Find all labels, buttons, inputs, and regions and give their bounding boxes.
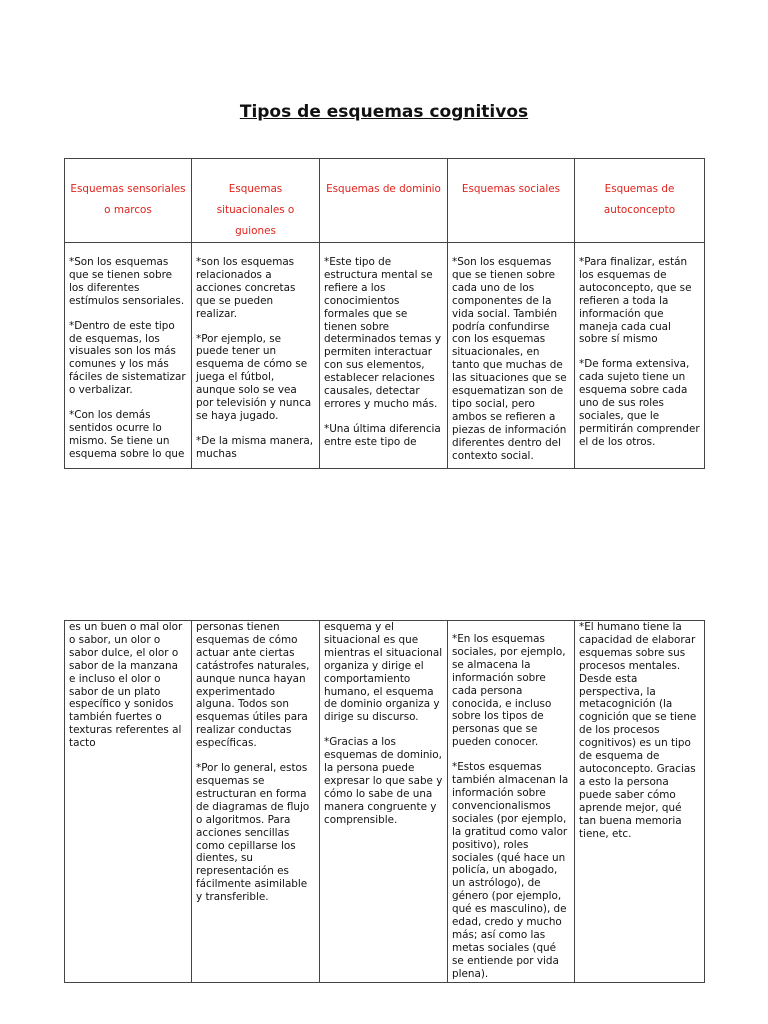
paragraph: *Para finalizar, están los esquemas de autoconcepto, que se refieren a toda la información que maneja cada cual sobre sí mismo — [579, 256, 692, 346]
cell-autoconcepto — [575, 621, 705, 983]
paragraph: *De la misma manera, muchas — [196, 434, 314, 460]
paragraph: *En los esquemas sociales, por ejemplo, se almacena la información sobre cada persona conocida, e incluso sobre los tipos de personas que se pueden conocer. — [452, 633, 566, 749]
header-sociales: Esquemas sociales — [448, 159, 575, 243]
paragraph: esquema y el situacional es que mientras el situacional organiza y dirige el comportamiento humano, el esquema de dominio organiza y dirige su discurso. — [324, 621, 443, 724]
cell-sociales — [448, 621, 575, 983]
paragraph: *Dentro de este tipo de esquemas, los visuales son los más comunes y los más fáciles de sistematizar o verbalizar. — [69, 319, 186, 397]
cell-sensoriales — [65, 621, 192, 983]
cell-dominio — [320, 243, 448, 469]
cell-situacionales — [192, 621, 320, 983]
content-row — [65, 243, 705, 469]
paragraph: *Estos esquemas también almacenan la información sobre convencionalismos sociales (por ejemplo, la gratitud como valor positivo), roles sociales (qué hace un policía, un abogado, un astrólogo), de género (por ejemplo, qué es masculino), de edad, credo y mucho más; así como las metas sociales (qué se entiende por vida plena). — [452, 761, 569, 980]
paragraph: *De forma extensiva, cada sujeto tiene un esquema sobre cada uno de sus roles sociales, que le permitirán comprender el de los otros. — [579, 358, 700, 448]
header-row — [65, 159, 705, 243]
paragraph: *Gracias a los esquemas de dominio, la persona puede expresar lo que sabe y cómo lo sabe de una manera congruente y comprensible. — [324, 736, 443, 826]
schemas-table-page2 — [64, 620, 705, 983]
header-dominio: Esquemas de dominio — [320, 159, 448, 243]
content-row — [65, 621, 705, 983]
paragraph: *Con los demás sentidos ocurre lo mismo. Se tiene un esquema sobre lo que — [69, 409, 185, 460]
cell-dominio — [320, 621, 448, 983]
paragraph: *Son los esquemas que se tienen sobre cada uno de los componentes de la vida social. También podría confundirse con los esquemas situacionales, en tanto que muchas de las situaciones que se esquematizan son de tipo social, pero ambos se refieren a piezas de información diferentes dentro del contexto social. — [452, 256, 567, 462]
paragraph: *son los esquemas relacionados a acciones concretas que se pueden realizar. — [196, 256, 296, 320]
cell-sociales — [448, 243, 575, 469]
paragraph: *Por ejemplo, se puede tener un esquema de cómo se juega el fútbol, aunque solo se vea por televisión y nunca se haya jugado. — [196, 332, 312, 422]
paragraph: es un buen o mal olor o sabor, un olor o sabor dulce, el olor o sabor de la manzana e incluso el olor o sabor de un plato específico y sonidos también fuertes o texturas referentes al tacto — [69, 621, 183, 750]
paragraph: *Son los esquemas que se tienen sobre los diferentes estímulos sensoriales. — [69, 256, 185, 307]
paragraph: *Por lo general, estos esquemas se estructuran en forma de diagramas de flujo o algoritmos. Para acciones sencillas como cepillarse los dientes, su representación es fácilmente asimilable y transferible. — [196, 762, 310, 904]
paragraph: *El humano tiene la capacidad de elaborar esquemas sobre sus procesos mentales. Desde esta perspectiva, la metacognición (la cognición que se tiene de los procesos cognitivos) es un tipo de esquema de autoconcepto. Gracias a esto la persona puede saber cómo aprende mejor, qué tan buena memoria tiene, etc. — [579, 621, 697, 840]
paragraph: *Este tipo de estructura mental se refiere a los conocimientos formales que se tienen sobre determinados temas y permiten interactuar con sus elementos, establecer relaciones causales, detectar errores y mucho más. — [324, 256, 441, 410]
paragraph: personas tienen esquemas de cómo actuar ante ciertas catástrofes naturales, aunque nunca hayan experimentado alguna. Todos son esquemas útiles para realizar conductas específicas. — [196, 621, 310, 750]
paragraph: *Una última diferencia entre este tipo de — [324, 422, 441, 448]
header-sensoriales: Esquemas sensoriales o marcos — [65, 159, 192, 243]
header-situacionales: Esquemas situacionales o guiones — [192, 159, 320, 243]
cell-autoconcepto — [575, 243, 705, 469]
schemas-table-page1 — [64, 158, 705, 469]
document-title: Tipos de esquemas cognitivos — [239, 102, 529, 122]
header-autoconcepto: Esquemas de autoconcepto — [575, 159, 705, 243]
cell-sensoriales — [65, 243, 192, 469]
cell-situacionales — [192, 243, 320, 469]
